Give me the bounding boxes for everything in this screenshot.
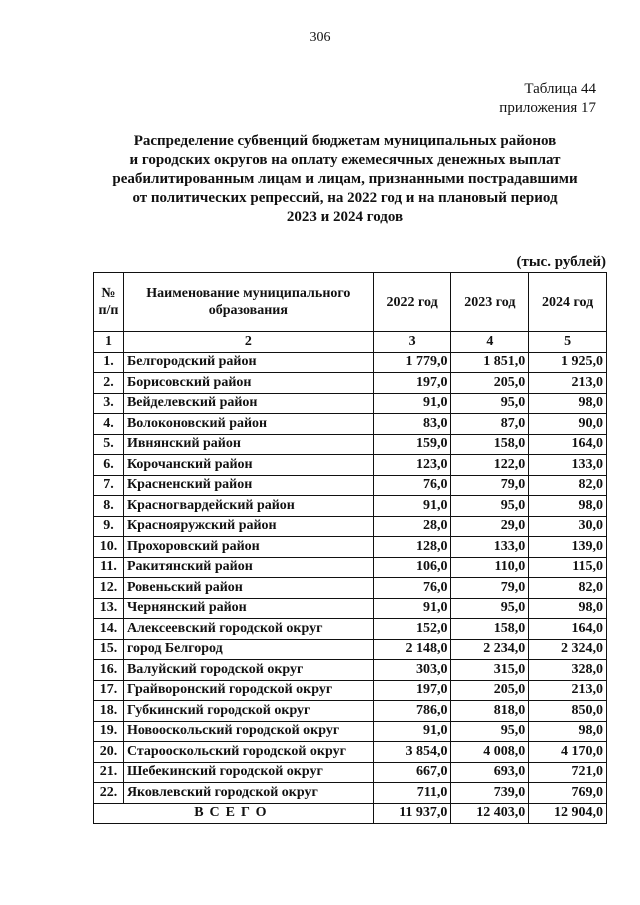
row-number: 14. — [94, 619, 124, 640]
title-line: от политических репрессий, на 2022 год и на плановый период — [132, 190, 558, 206]
value-2022: 303,0 — [373, 660, 451, 681]
subsidy-table — [93, 272, 607, 824]
value-2023: 315,0 — [451, 660, 529, 681]
municipality-name: Красненский район — [123, 475, 373, 496]
value-2024: 850,0 — [529, 701, 607, 722]
municipality-name: Белгородский район — [123, 352, 373, 373]
value-2023: 205,0 — [451, 680, 529, 701]
header-2022: 2022 год — [373, 273, 451, 332]
row-number: 12. — [94, 578, 124, 599]
total-2023: 12 403,0 — [451, 803, 529, 824]
value-2022: 76,0 — [373, 475, 451, 496]
value-2022: 197,0 — [373, 680, 451, 701]
value-2022: 91,0 — [373, 598, 451, 619]
table-row — [94, 373, 607, 394]
value-2024: 769,0 — [529, 783, 607, 804]
page-number: 306 — [309, 30, 331, 45]
value-2023: 95,0 — [451, 393, 529, 414]
value-2022: 667,0 — [373, 762, 451, 783]
row-number: 4. — [94, 414, 124, 435]
header-2023: 2023 год — [451, 273, 529, 332]
value-2024: 1 925,0 — [529, 352, 607, 373]
value-2023: 95,0 — [451, 598, 529, 619]
value-2022: 28,0 — [373, 516, 451, 537]
row-number: 19. — [94, 721, 124, 742]
value-2022: 91,0 — [373, 496, 451, 517]
municipality-name: Старооскольский городской округ — [123, 742, 373, 763]
column-index: 3 — [373, 332, 451, 353]
value-2024: 98,0 — [529, 721, 607, 742]
row-number: 8. — [94, 496, 124, 517]
header-name: Наименование муниципального образования — [123, 273, 373, 332]
row-number: 22. — [94, 783, 124, 804]
table-row — [94, 393, 607, 414]
table-row — [94, 557, 607, 578]
value-2024: 115,0 — [529, 557, 607, 578]
table-row — [94, 537, 607, 558]
table-row — [94, 619, 607, 640]
column-index: 2 — [123, 332, 373, 353]
municipality-name: город Белгород — [123, 639, 373, 660]
appendix-reference-line: приложения 17 — [499, 100, 596, 116]
municipality-name: Шебекинский городской округ — [123, 762, 373, 783]
value-2024: 82,0 — [529, 578, 607, 599]
municipality-name: Чернянский район — [123, 598, 373, 619]
table-row — [94, 516, 607, 537]
municipality-name: Борисовский район — [123, 373, 373, 394]
total-row — [94, 803, 607, 824]
table-row — [94, 783, 607, 804]
value-2023: 133,0 — [451, 537, 529, 558]
table-row — [94, 475, 607, 496]
value-2023: 158,0 — [451, 619, 529, 640]
value-2023: 2 234,0 — [451, 639, 529, 660]
value-2022: 711,0 — [373, 783, 451, 804]
value-2022: 197,0 — [373, 373, 451, 394]
row-number: 16. — [94, 660, 124, 681]
value-2024: 90,0 — [529, 414, 607, 435]
value-2022: 123,0 — [373, 455, 451, 476]
table-row — [94, 496, 607, 517]
total-label: ВСЕГО — [94, 803, 374, 824]
title-line: реабилитированным лицам и лицам, признанными пострадавшими — [112, 171, 578, 187]
table-row — [94, 352, 607, 373]
value-2023: 158,0 — [451, 434, 529, 455]
municipality-name: Ракитянский район — [123, 557, 373, 578]
row-number: 13. — [94, 598, 124, 619]
value-2022: 76,0 — [373, 578, 451, 599]
row-number: 5. — [94, 434, 124, 455]
table-row — [94, 598, 607, 619]
table-row — [94, 701, 607, 722]
municipality-name: Яковлевский городской округ — [123, 783, 373, 804]
value-2023: 95,0 — [451, 496, 529, 517]
row-number: 11. — [94, 557, 124, 578]
value-2023: 122,0 — [451, 455, 529, 476]
value-2022: 91,0 — [373, 721, 451, 742]
header-2024: 2024 год — [529, 273, 607, 332]
row-number: 2. — [94, 373, 124, 394]
row-number: 21. — [94, 762, 124, 783]
table-reference — [499, 80, 596, 118]
municipality-name: Прохоровский район — [123, 537, 373, 558]
value-2022: 159,0 — [373, 434, 451, 455]
column-index: 5 — [529, 332, 607, 353]
row-number: 9. — [94, 516, 124, 537]
value-2023: 739,0 — [451, 783, 529, 804]
table-row — [94, 680, 607, 701]
municipality-name: Валуйский городской округ — [123, 660, 373, 681]
value-2023: 1 851,0 — [451, 352, 529, 373]
value-2022: 83,0 — [373, 414, 451, 435]
document-title — [92, 132, 598, 227]
value-2022: 2 148,0 — [373, 639, 451, 660]
municipality-name: Вейделевский район — [123, 393, 373, 414]
value-2024: 328,0 — [529, 660, 607, 681]
value-2024: 30,0 — [529, 516, 607, 537]
header-num: № п/п — [94, 273, 124, 332]
value-2022: 786,0 — [373, 701, 451, 722]
value-2024: 133,0 — [529, 455, 607, 476]
table-row — [94, 721, 607, 742]
value-2024: 98,0 — [529, 598, 607, 619]
municipality-name: Волоконовский район — [123, 414, 373, 435]
row-number: 20. — [94, 742, 124, 763]
value-2024: 98,0 — [529, 496, 607, 517]
value-2024: 164,0 — [529, 434, 607, 455]
table-row — [94, 639, 607, 660]
value-2023: 693,0 — [451, 762, 529, 783]
municipality-name: Новооскольский городской округ — [123, 721, 373, 742]
value-2023: 110,0 — [451, 557, 529, 578]
column-index: 1 — [94, 332, 124, 353]
row-number: 6. — [94, 455, 124, 476]
total-2024: 12 904,0 — [529, 803, 607, 824]
total-2022: 11 937,0 — [373, 803, 451, 824]
value-2023: 95,0 — [451, 721, 529, 742]
municipality-name: Губкинский городской округ — [123, 701, 373, 722]
table-reference-line: Таблица 44 — [524, 81, 596, 97]
value-2022: 3 854,0 — [373, 742, 451, 763]
value-2023: 79,0 — [451, 475, 529, 496]
table-row — [94, 660, 607, 681]
value-2023: 4 008,0 — [451, 742, 529, 763]
value-2023: 87,0 — [451, 414, 529, 435]
value-2024: 2 324,0 — [529, 639, 607, 660]
value-2024: 4 170,0 — [529, 742, 607, 763]
value-2024: 721,0 — [529, 762, 607, 783]
row-number: 10. — [94, 537, 124, 558]
value-2024: 82,0 — [529, 475, 607, 496]
row-number: 3. — [94, 393, 124, 414]
table-row — [94, 455, 607, 476]
header-row — [94, 273, 607, 332]
municipality-name: Краснояружский район — [123, 516, 373, 537]
table-row — [94, 434, 607, 455]
municipality-name: Корочанский район — [123, 455, 373, 476]
municipality-name: Алексеевский городской округ — [123, 619, 373, 640]
row-number: 1. — [94, 352, 124, 373]
value-2022: 152,0 — [373, 619, 451, 640]
value-2022: 1 779,0 — [373, 352, 451, 373]
title-line: и городских округов на оплату ежемесячных денежных выплат — [129, 152, 561, 168]
value-2024: 213,0 — [529, 680, 607, 701]
row-number: 18. — [94, 701, 124, 722]
value-2023: 818,0 — [451, 701, 529, 722]
value-2022: 106,0 — [373, 557, 451, 578]
table-row — [94, 762, 607, 783]
value-2024: 139,0 — [529, 537, 607, 558]
table-row — [94, 578, 607, 599]
value-2024: 213,0 — [529, 373, 607, 394]
value-2024: 98,0 — [529, 393, 607, 414]
municipality-name: Ровеньский район — [123, 578, 373, 599]
column-index: 4 — [451, 332, 529, 353]
value-2023: 79,0 — [451, 578, 529, 599]
value-2024: 164,0 — [529, 619, 607, 640]
title-line: 2023 и 2024 годов — [286, 209, 404, 225]
table-row — [94, 414, 607, 435]
title-line: Распределение субвенций бюджетам муниципальных районов — [133, 133, 557, 149]
municipality-name: Красногвардейский район — [123, 496, 373, 517]
column-index-row — [94, 332, 607, 353]
row-number: 15. — [94, 639, 124, 660]
row-number: 7. — [94, 475, 124, 496]
value-2022: 91,0 — [373, 393, 451, 414]
municipality-name: Ивнянский район — [123, 434, 373, 455]
value-2023: 205,0 — [451, 373, 529, 394]
table-row — [94, 742, 607, 763]
value-2023: 29,0 — [451, 516, 529, 537]
municipality-name: Грайворонский городской округ — [123, 680, 373, 701]
row-number: 17. — [94, 680, 124, 701]
value-2022: 128,0 — [373, 537, 451, 558]
units-label: (тыс. рублей) — [516, 254, 606, 270]
